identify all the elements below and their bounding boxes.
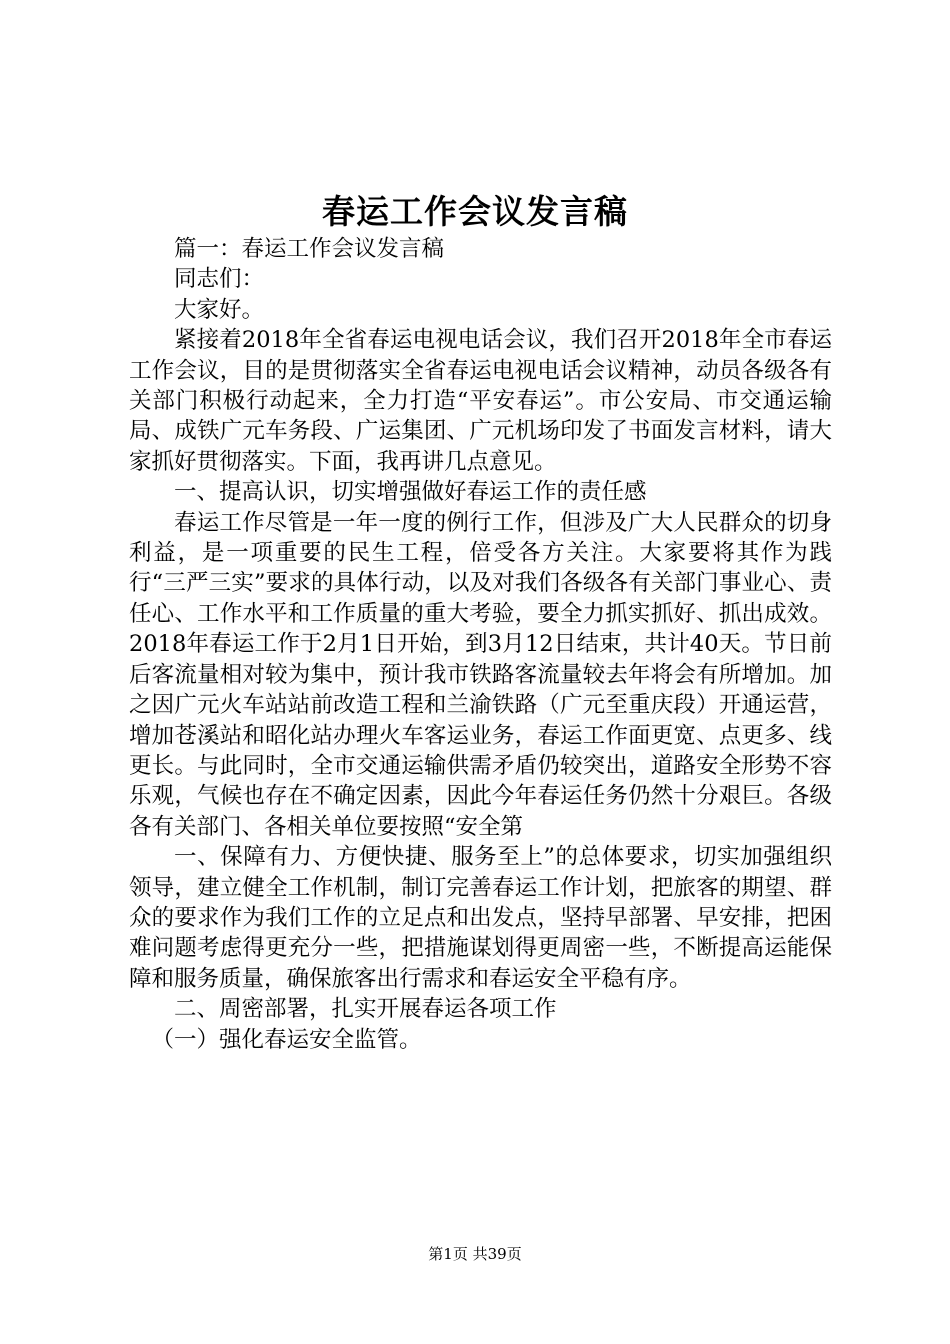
body-paragraph: 一、保障有力、方便快捷、服务至上”的总体要求，切实加强组织领导，建立健全工作机制，制订完善春运工作计划，把旅客的期望、群众的要求作为我们工作的立足点和出发点，坚持早部署、早安排，把困难问题考虑得更充分一些，把措施谋划得更周密一些，不断提高运能保障和服务质量，确保旅客出行需求和春运安全平稳有序。 — [129, 844, 832, 992]
sub-heading: （一）强化春运安全监管。 — [151, 1026, 422, 1053]
page-footer: 第1页 共39页 — [428, 1245, 522, 1263]
heading-two: 二、周密部署，扎实开展春运各项工作 — [174, 996, 557, 1023]
body-paragraph: 春运工作尽管是一年一度的例行工作，但涉及广大人民群众的切身利益，是一项重要的民生工程，倍受各方关注。大家要将其作为践行“三严三实”要求的具体行动，以及对我们各级各有关部门事业心、责任心、工作水平和工作质量的重大考验，要全力抓实抓好、抓出成效。2018年春运工作于2月1日开始，到3月12日结束，共计40天。节日前后客流量相对较为集中，预计我市铁路客流量较去年将会有所增加。加之因广元火车站站前改造工程和兰渝铁路（广元至重庆段）开通运营，增加苍溪站和昭化站办理火车客运业务，春运工作面更宽、点更多、线更长。与此同时，全市交通运输供需矛盾仍较突出，道路安全形势不容乐观，气候也存在不确定因素，因此今年春运任务仍然十分艰巨。各级各有关部门、各相关单位要按照“安全第 — [129, 509, 832, 840]
document-title: 春运工作会议发言稿 — [322, 192, 628, 231]
greeting: 大家好。 — [174, 296, 265, 323]
heading-one: 一、提高认识，切实增强做好春运工作的责任感 — [174, 479, 647, 506]
salutation: 同志们： — [174, 266, 265, 293]
intro-paragraph: 紧接着2018年全省春运电视电话会议，我们召开2018年全市春运工作会议，目的是贯彻落实全省春运电视电话会议精神，动员各级各有关部门积极行动起来，全力打造“平安春运”。市公安局、市交通运输局、成铁广元车务段、广运集团、广元机场印发了书面发言材料，请大家抓好贯彻落实。下面，我再讲几点意见。 — [129, 327, 832, 475]
section-heading: 篇一：春运工作会议发言稿 — [174, 236, 445, 262]
document-body — [129, 234, 832, 1055]
